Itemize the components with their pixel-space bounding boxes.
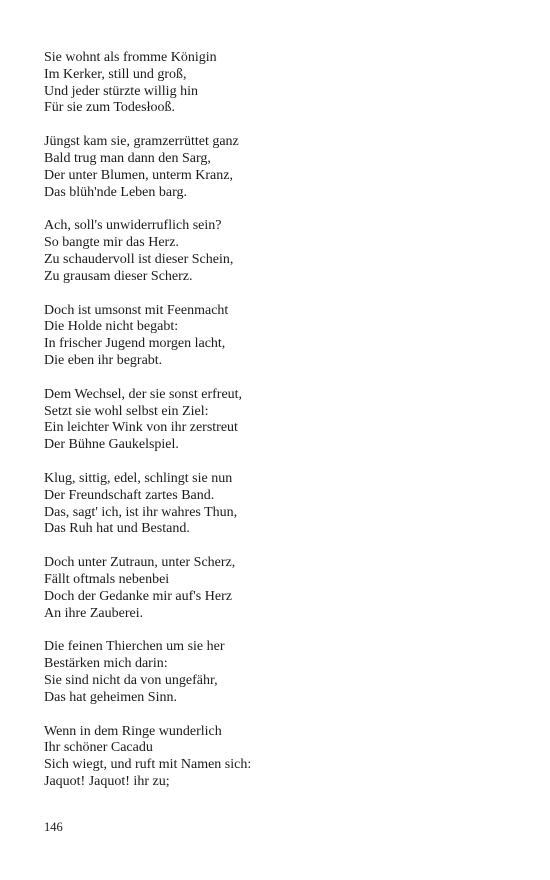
verse-line: Ihr schöner Cacadu bbox=[44, 740, 153, 756]
stanza-8 bbox=[44, 639, 514, 706]
stanza-3 bbox=[44, 218, 514, 285]
verse-line: Der Freundschaft zartes Band. bbox=[44, 487, 215, 503]
verse-line: Doch der Gedanke mir auf's Herz bbox=[44, 588, 232, 604]
verse-line: Ach, soll's unwiderruflich sein? bbox=[44, 218, 222, 234]
page-number: 146 bbox=[44, 820, 63, 834]
verse-line: Sie sind nicht da von ungefähr, bbox=[44, 672, 218, 688]
verse-line: Wenn in dem Ringe wunderlich bbox=[44, 723, 222, 739]
verse-line: Setzt sie wohl selbst ein Ziel: bbox=[44, 403, 209, 419]
verse-line: So bangte mir das Herz. bbox=[44, 235, 179, 251]
verse-line: Das Ruh hat und Bestand. bbox=[44, 521, 190, 537]
verse-line: Bestärken mich darin: bbox=[44, 656, 168, 672]
verse-line: Dem Wechsel, der sie sonst erfreut, bbox=[44, 386, 243, 402]
verse-line: Die feinen Thierchen um sie her bbox=[44, 639, 225, 655]
verse-line: Für sie zum Todesłooß. bbox=[44, 100, 175, 116]
verse-line: Das hat geheimen Sinn. bbox=[44, 689, 177, 705]
verse-line: Doch unter Zutraun, unter Scherz, bbox=[44, 555, 236, 571]
verse-line: Jaquot! Jaquot! ihr zu; bbox=[44, 773, 170, 789]
verse-line: Die eben ihr begrabt. bbox=[44, 352, 163, 368]
verse-line: Fällt oftmals nebenbei bbox=[44, 571, 170, 587]
verse-line: An ihre Zauberei. bbox=[44, 605, 144, 621]
stanza-4 bbox=[44, 303, 514, 370]
verse-line: Der Bühne Gaukelspiel. bbox=[44, 437, 179, 453]
stanza-1 bbox=[44, 50, 514, 117]
verse-line: In frischer Jugend morgen lacht, bbox=[44, 336, 226, 352]
stanza-5 bbox=[44, 387, 514, 454]
verse-line: Klug, sittig, edel, schlingt sie nun bbox=[44, 470, 233, 486]
verse-line: Zu grausam dieser Scherz. bbox=[44, 268, 193, 284]
stanza-9 bbox=[44, 724, 514, 791]
stanza-7 bbox=[44, 555, 514, 622]
stanza-6 bbox=[44, 471, 514, 538]
verse-line: Sie wohnt als fromme Königin bbox=[44, 50, 217, 65]
stanza-2 bbox=[44, 134, 514, 201]
verse-line: Ein leichter Wink von ihr zerstreut bbox=[44, 420, 238, 436]
poem-text bbox=[44, 50, 514, 808]
verse-line: Der unter Blumen, unterm Kranz, bbox=[44, 167, 233, 183]
verse-line: Und jeder stürzte willig hin bbox=[44, 83, 198, 99]
verse-line: Sich wiegt, und ruft mit Namen sich: bbox=[44, 757, 252, 773]
verse-line: Bald trug man dann den Sarg, bbox=[44, 150, 211, 166]
verse-line: Doch ist umsonst mit Feenmacht bbox=[44, 302, 229, 318]
verse-line: Jüngst kam sie, gramzerrüttet ganz bbox=[44, 134, 239, 150]
verse-line: Das, sagt' ich, ist ihr wahres Thun, bbox=[44, 504, 238, 520]
verse-line: Zu schaudervoll ist dieser Schein, bbox=[44, 251, 234, 267]
verse-line: Im Kerker, still und groß, bbox=[44, 66, 187, 82]
verse-line: Das blüh'nde Leben barg. bbox=[44, 184, 188, 200]
verse-line: Die Holde nicht begabt: bbox=[44, 319, 179, 335]
